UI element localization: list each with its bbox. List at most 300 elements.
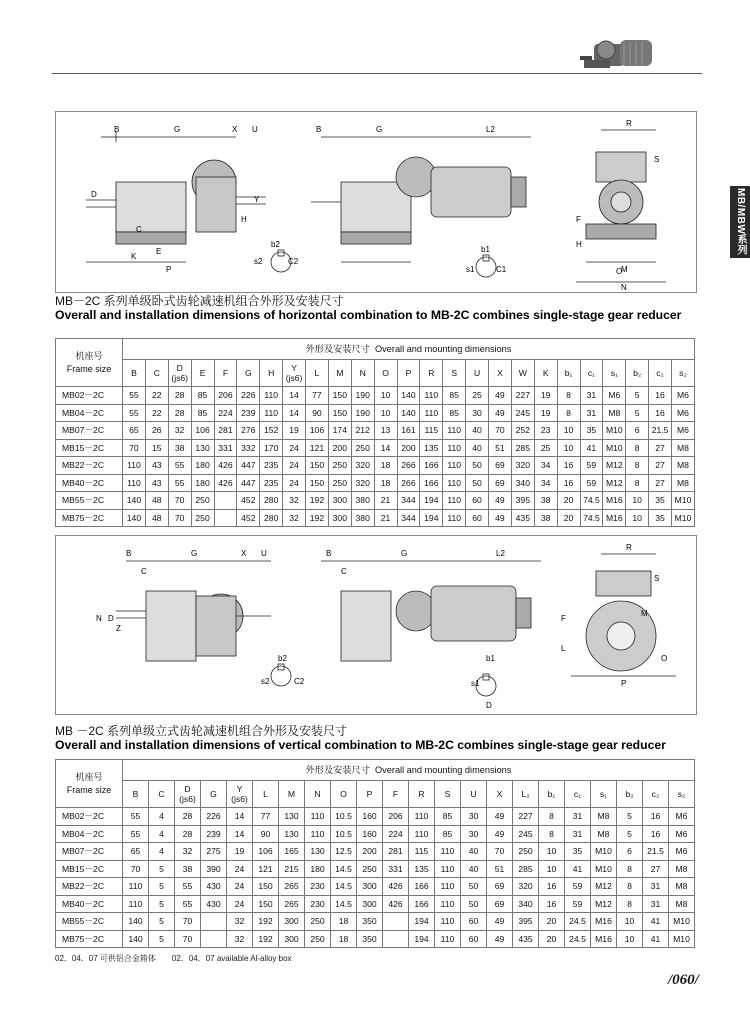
- dimension-cell: [383, 913, 409, 931]
- section-title-cn: MB －2C 系列单级立式齿轮减速机组合外形及安装尺寸: [55, 724, 348, 738]
- dimension-cell: 110: [443, 492, 466, 510]
- dimension-cell: 32: [168, 422, 191, 440]
- dimension-label: L2: [496, 549, 505, 558]
- column-header: Y (js6): [227, 781, 253, 808]
- dimension-cell: 31: [580, 404, 603, 422]
- table-row: [56, 843, 695, 861]
- dimension-cell: 5: [626, 404, 649, 422]
- dimension-cell: 31: [643, 895, 669, 913]
- dimension-cell: 38: [534, 509, 557, 527]
- dimension-cell: 5: [149, 930, 175, 948]
- dimension-cell: M6: [669, 808, 695, 826]
- dimension-cell: 395: [513, 913, 539, 931]
- dimension-label: P: [621, 679, 627, 688]
- column-header: G: [201, 781, 227, 808]
- dimension-cell: M10: [603, 422, 626, 440]
- dimension-cell: 110: [123, 895, 149, 913]
- dimension-label: N: [96, 614, 102, 623]
- dimension-cell: M12: [591, 895, 617, 913]
- dimension-cell: 150: [253, 878, 279, 896]
- dimension-cell: 110: [435, 843, 461, 861]
- column-header: S: [443, 360, 466, 387]
- dimension-cell: 31: [565, 825, 591, 843]
- dimension-cell: 110: [443, 474, 466, 492]
- dimension-cell: 380: [351, 509, 374, 527]
- dimension-cell: 25: [466, 387, 489, 405]
- dimension-cell: 300: [357, 895, 383, 913]
- dimension-cell: 24: [283, 457, 306, 475]
- dimension-cell: 40: [466, 439, 489, 457]
- dimension-cell: 10: [539, 860, 565, 878]
- column-header: b₁: [539, 781, 565, 808]
- dimension-cell: 110: [260, 404, 283, 422]
- frame-size-cell: MB15－2C: [56, 439, 123, 457]
- column-header: O: [374, 360, 397, 387]
- dimension-cell: 77: [253, 808, 279, 826]
- dimension-label: F: [561, 614, 566, 623]
- dimension-cell: 224: [214, 404, 237, 422]
- dimension-cell: 10: [374, 404, 397, 422]
- dimension-cell: 21.5: [649, 422, 672, 440]
- dimension-cell: 239: [237, 404, 260, 422]
- dimension-cell: 60: [461, 913, 487, 931]
- dimension-cell: 18: [374, 457, 397, 475]
- frame-size-cell: MB02－2C: [56, 808, 123, 826]
- dimension-cell: 10: [374, 387, 397, 405]
- dimension-cell: 110: [420, 387, 443, 405]
- dimension-cell: 285: [513, 860, 539, 878]
- dimension-cell: M10: [603, 439, 626, 457]
- dimension-label: B: [126, 549, 132, 558]
- column-header: B: [123, 360, 146, 387]
- dimension-cell: 250: [305, 913, 331, 931]
- dimension-cell: M16: [603, 492, 626, 510]
- dimension-cell: 70: [487, 843, 513, 861]
- dimension-cell: 14.5: [331, 895, 357, 913]
- dimension-label: P: [166, 265, 172, 274]
- dimension-cell: 28: [168, 387, 191, 405]
- dimension-label: G: [401, 549, 408, 558]
- dimension-cell: 395: [511, 492, 534, 510]
- dimension-label: C: [141, 567, 147, 576]
- dimension-cell: 31: [643, 878, 669, 896]
- dimension-cell: 20: [539, 930, 565, 948]
- dimension-label: G: [376, 125, 383, 134]
- dimension-cell: 452: [237, 509, 260, 527]
- dimension-label: U: [261, 549, 267, 558]
- table-row: [56, 439, 695, 457]
- dimension-cell: 344: [397, 509, 420, 527]
- dimension-label: C2: [288, 257, 299, 266]
- dimension-cell: 115: [409, 843, 435, 861]
- dimension-cell: 14: [283, 387, 306, 405]
- dimension-cell: 8: [617, 878, 643, 896]
- dimension-label: s2: [261, 677, 270, 686]
- dimension-cell: 16: [539, 895, 565, 913]
- column-header: s₁: [591, 781, 617, 808]
- dimension-label: C: [341, 567, 347, 576]
- dimension-cell: 140: [123, 930, 149, 948]
- dimension-label: s2: [254, 257, 263, 266]
- dimension-cell: 350: [357, 930, 383, 948]
- dimension-cell: 160: [357, 825, 383, 843]
- dimension-label: b1: [486, 654, 495, 663]
- dimension-cell: 20: [557, 492, 580, 510]
- dimension-cell: 60: [466, 509, 489, 527]
- dimension-cell: 110: [123, 474, 146, 492]
- dimension-cell: 8: [539, 825, 565, 843]
- table-row: [56, 474, 695, 492]
- dimension-cell: 19: [283, 422, 306, 440]
- dimension-cell: 26: [145, 422, 168, 440]
- dimension-cell: 65: [123, 843, 149, 861]
- column-header: L: [306, 360, 329, 387]
- dimension-cell: 22: [145, 404, 168, 422]
- dimension-cell: M10: [591, 860, 617, 878]
- dimension-cell: 50: [466, 474, 489, 492]
- table-row: [56, 387, 695, 405]
- column-header: C: [145, 360, 168, 387]
- dimension-cell: M8: [603, 404, 626, 422]
- dimension-cell: M6: [669, 825, 695, 843]
- dimension-cell: 55: [123, 808, 149, 826]
- dimension-cell: 60: [461, 930, 487, 948]
- column-header: D (js6): [175, 781, 201, 808]
- dimension-cell: 21: [374, 492, 397, 510]
- dimension-cell: 280: [260, 509, 283, 527]
- dimension-cell: 110: [123, 457, 146, 475]
- dimension-cell: 110: [435, 878, 461, 896]
- dimension-label: R: [626, 119, 632, 128]
- dimension-cell: 140: [397, 387, 420, 405]
- column-header: F: [214, 360, 237, 387]
- dimension-cell: 340: [511, 474, 534, 492]
- dimension-label: R: [626, 543, 632, 552]
- dimension-cell: 245: [513, 825, 539, 843]
- dimension-cell: 13: [374, 422, 397, 440]
- frame-size-cell: MB02－2C: [56, 387, 123, 405]
- dimension-label: C1: [496, 265, 507, 274]
- table-row: [56, 930, 695, 948]
- dimension-cell: 16: [643, 808, 669, 826]
- dimension-cell: 40: [466, 422, 489, 440]
- dimension-cell: 332: [237, 439, 260, 457]
- column-header: N: [351, 360, 374, 387]
- dimension-label: b2: [278, 654, 287, 663]
- dimension-cell: 55: [123, 404, 146, 422]
- dimension-cell: M10: [591, 843, 617, 861]
- dimension-cell: 38: [175, 860, 201, 878]
- dimension-cell: 49: [489, 492, 512, 510]
- dimension-cell: 110: [435, 930, 461, 948]
- frame-size-cell: MB40－2C: [56, 895, 123, 913]
- dimension-cell: 281: [383, 843, 409, 861]
- column-header: b₂: [617, 781, 643, 808]
- dimension-cell: 121: [253, 860, 279, 878]
- dimension-label: D: [486, 701, 492, 710]
- dimension-cell: 110: [435, 860, 461, 878]
- dimension-cell: 300: [279, 913, 305, 931]
- dimension-cell: 106: [253, 843, 279, 861]
- column-header: M: [279, 781, 305, 808]
- dimension-label: b2: [271, 240, 280, 249]
- dimension-cell: 150: [306, 457, 329, 475]
- dimension-cell: 5: [149, 860, 175, 878]
- column-header: F: [383, 781, 409, 808]
- dimension-cell: 265: [279, 895, 305, 913]
- dimension-cell: 250: [328, 474, 351, 492]
- dimension-label: B: [316, 125, 322, 134]
- dimension-cell: 140: [123, 492, 146, 510]
- dimension-cell: 226: [237, 387, 260, 405]
- column-header: X: [489, 360, 512, 387]
- column-header: L₂: [513, 781, 539, 808]
- dimension-cell: 49: [487, 808, 513, 826]
- dimension-cell: 49: [487, 825, 513, 843]
- column-header: H: [260, 360, 283, 387]
- dimension-cell: 150: [306, 474, 329, 492]
- reducer-logo-icon: [580, 30, 658, 83]
- dimension-cell: 30: [461, 825, 487, 843]
- dimension-cell: 69: [489, 457, 512, 475]
- dimension-cell: 300: [279, 930, 305, 948]
- dimension-cell: 55: [123, 825, 149, 843]
- dimension-cell: 77: [306, 387, 329, 405]
- dimension-cell: 55: [168, 474, 191, 492]
- dimension-label: X: [241, 549, 247, 558]
- dimension-cell: 59: [580, 474, 603, 492]
- section-title-en: Overall and installation dimensions of horizontal combination to MB-2C combines single-stage gear reducer: [55, 308, 682, 322]
- dimension-cell: 85: [435, 808, 461, 826]
- column-header: G: [237, 360, 260, 387]
- table-row: [56, 860, 695, 878]
- dimension-cell: 106: [191, 422, 214, 440]
- dimension-cell: 121: [306, 439, 329, 457]
- dimension-cell: 252: [511, 422, 534, 440]
- dimension-cell: 51: [487, 860, 513, 878]
- dimension-cell: 16: [649, 387, 672, 405]
- dimension-cell: M8: [672, 457, 695, 475]
- dimension-cell: 110: [443, 509, 466, 527]
- dimension-label: M: [641, 609, 648, 618]
- dimension-cell: 41: [565, 860, 591, 878]
- dimension-cell: 25: [534, 439, 557, 457]
- dimension-cell: 300: [357, 878, 383, 896]
- horizontal-combination-drawing: [55, 111, 697, 293]
- dimension-cell: 16: [643, 825, 669, 843]
- dimension-cell: M6: [672, 387, 695, 405]
- dimension-cell: 70: [168, 509, 191, 527]
- dimension-cell: 300: [328, 509, 351, 527]
- dimension-cell: 70: [123, 860, 149, 878]
- dimension-cell: 192: [253, 930, 279, 948]
- dimension-cell: 110: [420, 404, 443, 422]
- dimension-cell: 250: [191, 509, 214, 527]
- column-header: c₁: [565, 781, 591, 808]
- dimension-cell: 230: [305, 878, 331, 896]
- dimension-cell: 426: [214, 474, 237, 492]
- dimension-cell: 49: [487, 913, 513, 931]
- dimension-cell: 152: [260, 422, 283, 440]
- dimension-cell: 70: [175, 930, 201, 948]
- frame-size-cell: MB04－2C: [56, 404, 123, 422]
- dimension-label: N: [621, 283, 627, 292]
- dimension-cell: 19: [227, 843, 253, 861]
- dimension-cell: 194: [409, 913, 435, 931]
- dimension-cell: 194: [420, 509, 443, 527]
- dimension-cell: 10: [617, 930, 643, 948]
- dimension-cell: M10: [669, 930, 695, 948]
- dimension-cell: 85: [435, 825, 461, 843]
- column-header: U: [461, 781, 487, 808]
- dimension-cell: 14.5: [331, 860, 357, 878]
- footnote: 02．04．07 可供铝合金箱体 02．04．07 available Al-alloy box: [55, 954, 292, 963]
- column-header: M: [328, 360, 351, 387]
- dimension-cell: 8: [626, 439, 649, 457]
- dimension-cell: 331: [383, 860, 409, 878]
- column-header: E: [191, 360, 214, 387]
- table-row: [56, 878, 695, 896]
- table-row: [56, 457, 695, 475]
- dimension-cell: 35: [649, 492, 672, 510]
- dimension-cell: 40: [461, 843, 487, 861]
- dimension-cell: 340: [513, 895, 539, 913]
- dimension-cell: 16: [539, 878, 565, 896]
- dimension-cell: 166: [420, 474, 443, 492]
- dimension-cell: 35: [580, 422, 603, 440]
- dimension-cell: 5: [626, 387, 649, 405]
- dimension-label: G: [191, 549, 198, 558]
- dimension-cell: 194: [420, 492, 443, 510]
- dimension-label: L: [561, 644, 566, 653]
- dimension-cell: 130: [191, 439, 214, 457]
- dimension-cell: 166: [409, 878, 435, 896]
- dimension-cell: 31: [565, 808, 591, 826]
- column-header: P: [397, 360, 420, 387]
- vertical-dimensions-table: [55, 759, 695, 948]
- column-header: X: [487, 781, 513, 808]
- dimension-label: Y: [254, 195, 260, 204]
- dimension-cell: 35: [649, 509, 672, 527]
- dimension-cell: 4: [149, 808, 175, 826]
- dimension-label: O: [616, 267, 623, 276]
- dimension-label: S: [654, 574, 660, 583]
- dimension-cell: 10.5: [331, 825, 357, 843]
- dimension-cell: 166: [420, 457, 443, 475]
- dimension-cell: 110: [409, 808, 435, 826]
- dimension-cell: 16: [557, 474, 580, 492]
- dimension-cell: 190: [351, 404, 374, 422]
- dimension-cell: 30: [466, 404, 489, 422]
- dimension-cell: M6: [672, 404, 695, 422]
- dimension-cell: 250: [305, 930, 331, 948]
- dimension-cell: 170: [260, 439, 283, 457]
- dimension-label: O: [661, 654, 668, 663]
- dimension-cell: 265: [279, 878, 305, 896]
- dimension-cell: 28: [175, 808, 201, 826]
- dimension-cell: 447: [237, 457, 260, 475]
- frame-size-cell: MB04－2C: [56, 825, 123, 843]
- dimension-cell: 110: [123, 878, 149, 896]
- dimension-cell: 130: [305, 843, 331, 861]
- dimension-cell: 24: [227, 860, 253, 878]
- table-row: [56, 825, 695, 843]
- frame-size-cell: MB75－2C: [56, 509, 123, 527]
- column-header: s₂: [672, 360, 695, 387]
- dimension-cell: M10: [672, 492, 695, 510]
- section-title-en: Overall and installation dimensions of vertical combination to MB-2C combines single-stage gear reducer: [55, 738, 666, 752]
- dimension-cell: 430: [201, 878, 227, 896]
- dimension-cell: 226: [201, 808, 227, 826]
- dimension-cell: 4: [149, 825, 175, 843]
- dimension-cell: 235: [260, 474, 283, 492]
- frame-size-header: 机座号 Frame size: [56, 339, 123, 387]
- column-header: Y (js6): [283, 360, 306, 387]
- dimension-cell: 206: [383, 808, 409, 826]
- frame-size-cell: MB75－2C: [56, 930, 123, 948]
- dimension-cell: 200: [328, 439, 351, 457]
- dimension-cell: M8: [591, 808, 617, 826]
- dimension-cell: 5: [617, 825, 643, 843]
- dimension-cell: 161: [397, 422, 420, 440]
- dimension-label: C: [136, 225, 142, 234]
- dimension-cell: 110: [443, 457, 466, 475]
- dimension-label: K: [131, 252, 137, 261]
- dimension-cell: 110: [409, 825, 435, 843]
- dimension-cell: 165: [279, 843, 305, 861]
- dimension-cell: 69: [489, 474, 512, 492]
- dimension-cell: 50: [461, 878, 487, 896]
- dimension-label: s1: [471, 679, 480, 688]
- dimension-cell: 250: [191, 492, 214, 510]
- dimension-cell: 4: [149, 843, 175, 861]
- dimension-cell: 194: [409, 930, 435, 948]
- dimension-cell: 350: [357, 913, 383, 931]
- dimension-cell: 5: [617, 808, 643, 826]
- dimension-cell: 230: [305, 895, 331, 913]
- dimension-cell: 48: [145, 509, 168, 527]
- dimension-cell: 20: [557, 509, 580, 527]
- dimension-cell: 28: [168, 404, 191, 422]
- dimension-cell: 41: [643, 930, 669, 948]
- section-side-tab: MB/MBW系列: [730, 186, 750, 258]
- dimension-cell: 34: [534, 474, 557, 492]
- dimension-cell: 300: [328, 492, 351, 510]
- dimension-cell: 27: [649, 439, 672, 457]
- dimension-cell: 275: [201, 843, 227, 861]
- dimension-cell: 10.5: [331, 808, 357, 826]
- dimension-cell: M12: [603, 457, 626, 475]
- dimension-cell: 65: [123, 422, 146, 440]
- column-header: D (js6): [168, 360, 191, 387]
- dimension-cell: 212: [351, 422, 374, 440]
- dimension-cell: 110: [305, 808, 331, 826]
- dimension-cell: 106: [306, 422, 329, 440]
- dimension-cell: 28: [175, 825, 201, 843]
- dimension-cell: 21.5: [643, 843, 669, 861]
- dimension-cell: 192: [306, 509, 329, 527]
- dimension-cell: 70: [168, 492, 191, 510]
- dimension-label: H: [576, 240, 582, 249]
- dimension-cell: M6: [669, 843, 695, 861]
- dimension-label: D: [91, 190, 97, 199]
- dimension-cell: 70: [489, 422, 512, 440]
- frame-size-cell: MB40－2C: [56, 474, 123, 492]
- dimension-cell: 5: [149, 878, 175, 896]
- page-number: /060/: [668, 972, 699, 988]
- dimension-cell: 34: [534, 457, 557, 475]
- dimension-label: C2: [294, 677, 305, 686]
